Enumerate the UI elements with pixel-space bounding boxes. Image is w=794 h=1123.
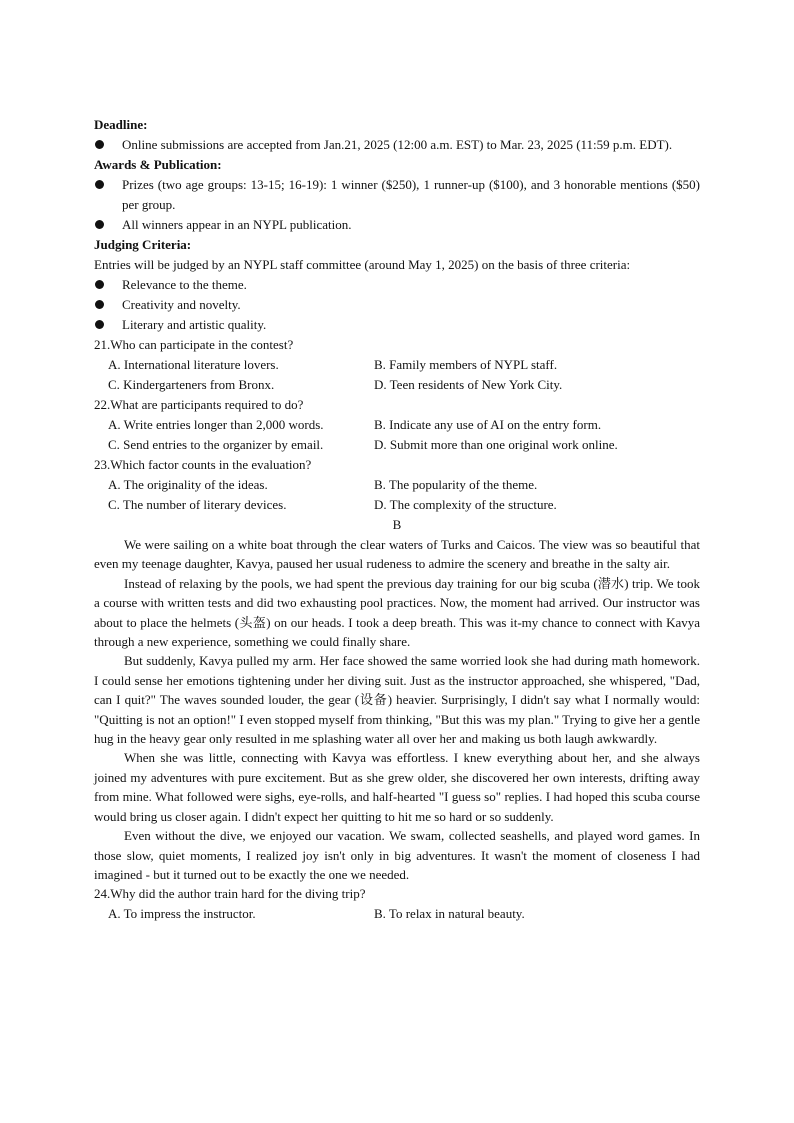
section-label: B: [392, 517, 402, 532]
judging-item: [94, 315, 700, 335]
awards-heading: Awards & Publication:: [94, 157, 222, 172]
awards-item: [94, 215, 700, 235]
question-stem: 21.Who can participate in the contest?: [94, 337, 294, 352]
awards-item: [94, 175, 700, 215]
deadline-item-text: Online submissions are accepted from Jan.21, 2025 (12:00 a.m. EST) to Mar. 23, 2025 (11:59 p.m. EDT).: [122, 137, 673, 152]
question-options: [94, 475, 700, 515]
judging-item-text: Literary and artistic quality.: [122, 317, 267, 332]
question-stem: 24.Why did the author train hard for the diving trip?: [94, 886, 366, 902]
bullet-icon: [95, 320, 104, 329]
option-a[interactable]: A. International literature lovers.: [108, 357, 279, 372]
question-stem: 23.Which factor counts in the evaluation?: [94, 457, 312, 472]
option-d[interactable]: D. The complexity of the structure.: [374, 497, 557, 512]
option-c[interactable]: C. Kindergarteners from Bronx.: [108, 377, 275, 392]
judging-item: [94, 275, 700, 295]
passage-paragraph: Even without the dive, we enjoyed our vacation. We swam, collected seashells, and played word games. In those slow, quiet moments, I realized joy isn't only in big adventures. It wasn't the moment of closeness I had imagined - but it turned out to be exactly the one we needed.: [94, 828, 700, 882]
question-stem: 22.What are participants required to do?: [94, 397, 304, 412]
awards-item-text: All winners appear in an NYPL publication.: [122, 217, 352, 232]
passage-paragraph: When she was little, connecting with Kavya was effortless. I knew everything about her, and she always joined my adventures with pure excitement. But as she grew older, she discovered her own interests, drifting away from mine. What followed were sighs, eye-rolls, and half-hearted "I guess so" replies. I had hoped this scuba course would bring us closer again. I didn't expect her quitting to hit me so hard or so suddenly.: [94, 750, 700, 824]
option-c[interactable]: C. Send entries to the organizer by email.: [108, 437, 324, 452]
deadline-heading: Deadline:: [94, 117, 148, 132]
option-a[interactable]: A. To impress the instructor.: [108, 906, 256, 922]
passage-paragraph: Instead of relaxing by the pools, we had spent the previous day training for our big scuba (潜水) trip. We took a course with written tests and did two exhausting pool practices. Now, the moment had arrived. Our instructor was about to place the helmets (头盔) on our heads. I took a deep breath. This was it-my chance to connect with Kavya through a new experience, something we could finally share.: [94, 575, 700, 650]
option-b[interactable]: B. To relax in natural beauty.: [374, 906, 525, 922]
option-b[interactable]: B. Family members of NYPL staff.: [374, 357, 558, 372]
judging-heading: Judging Criteria:: [94, 237, 192, 252]
question-options: [94, 355, 700, 395]
bullet-icon: [95, 180, 104, 189]
deadline-item: [94, 135, 700, 155]
bullet-icon: [95, 300, 104, 309]
question-options: [94, 904, 700, 924]
bullet-icon: [95, 280, 104, 289]
option-b[interactable]: B. The popularity of the theme.: [374, 477, 538, 492]
option-d[interactable]: D. Teen residents of New York City.: [374, 377, 563, 392]
option-c[interactable]: C. The number of literary devices.: [108, 497, 287, 512]
judging-item-text: Relevance to the theme.: [122, 277, 247, 292]
judging-item: [94, 295, 700, 315]
question-options: [94, 415, 700, 455]
bullet-icon: [95, 220, 104, 229]
passage-paragraph: But suddenly, Kavya pulled my arm. Her face showed the same worried look she had during math homework. I could sense her emotions tightening under her diving suit. Just as the instructor approached, she whispered, "Dad, can I quit?" The waves sounded louder, the gear (设备) heavier. Surprisingly, I didn't say what I normally would: "Quitting is not an option!" I even stopped myself from thinking, "But this was my plan." Trying to give her a gentle hug in the heavy gear only resulted in me splashing water all over her and making us both laugh awkwardly.: [94, 653, 700, 747]
passage-paragraph: We were sailing on a white boat through the clear waters of Turks and Caicos. The view was so beautiful that even my teenage daughter, Kavya, paused her usual rudeness to admire the scenery and breathe in the salty air.: [94, 537, 700, 572]
document-page: [94, 115, 700, 924]
option-a[interactable]: A. The originality of the ideas.: [108, 477, 268, 492]
awards-item-text: Prizes (two age groups: 13-15; 16-19): 1 winner ($250), 1 runner-up ($100), and 3 honorable mentions ($50) per group.: [122, 177, 700, 212]
option-a[interactable]: A. Write entries longer than 2,000 words.: [108, 417, 324, 432]
option-d[interactable]: D. Submit more than one original work online.: [374, 437, 618, 452]
judging-item-text: Creativity and novelty.: [122, 297, 241, 312]
option-b[interactable]: B. Indicate any use of AI on the entry form.: [374, 417, 602, 432]
judging-intro: Entries will be judged by an NYPL staff committee (around May 1, 2025) on the basis of three criteria:: [94, 257, 631, 272]
bullet-icon: [95, 140, 104, 149]
